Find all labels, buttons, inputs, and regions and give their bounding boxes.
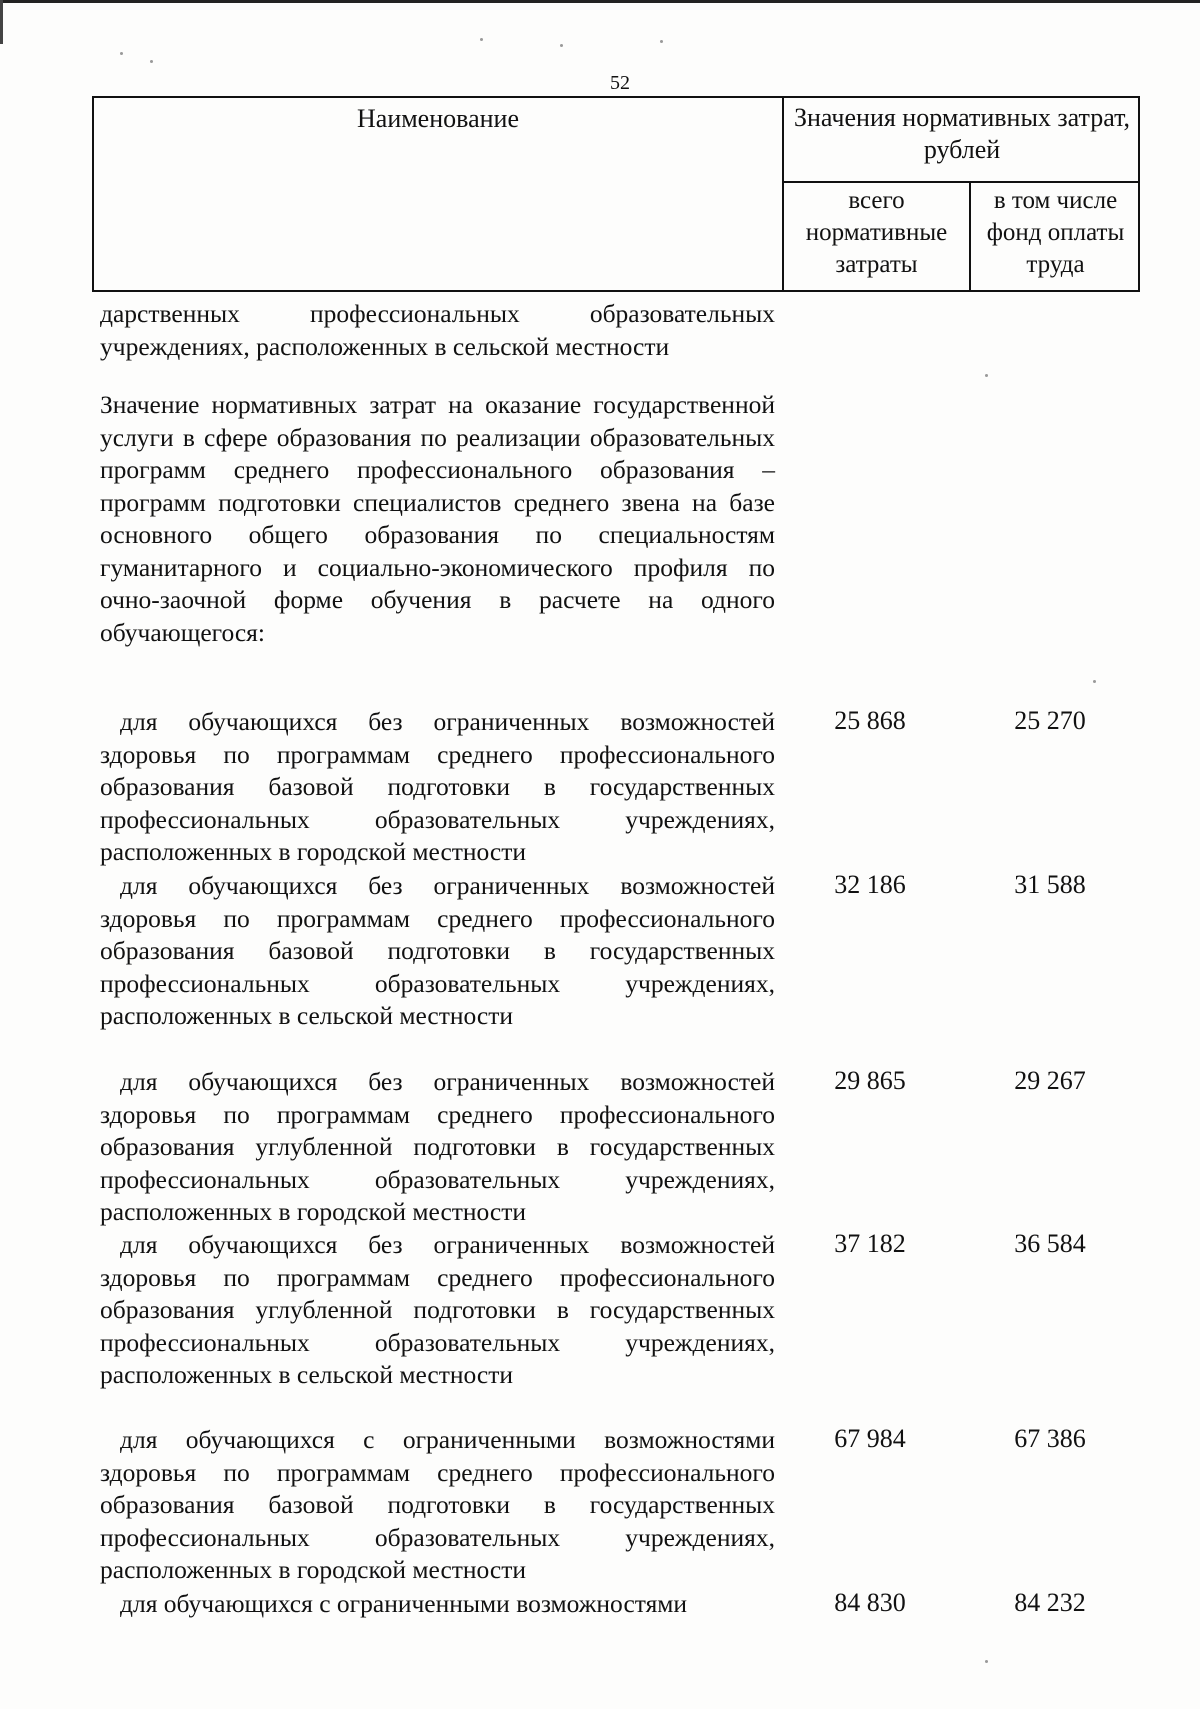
row-total-value: 25 868 — [834, 706, 906, 735]
scan-speck — [660, 40, 663, 43]
scan-speck — [120, 52, 123, 55]
row-total-value: 29 865 — [834, 1066, 906, 1095]
scan-border-left — [0, 0, 3, 44]
row-wage-value: 36 584 — [1014, 1229, 1086, 1258]
row-description: для обучающихся с ограниченными возможностями здоровья по программам среднего профессионального образования базовой подготовки в государственных профессиональных образовательных учреждениях, расположенных в городской местности — [100, 1425, 775, 1584]
row-description: для обучающихся без ограниченных возможностей здоровья по программам среднего профессионального образования базовой подготовки в государственных профессиональных образовательных учреждениях, расположенных в сельской местности — [100, 871, 775, 1030]
row-description: для обучающихся без ограниченных возможностей здоровья по программам среднего профессионального образования углубленной подготовки в государственных профессиональных образовательных учреждениях, расположенных в сельской местности — [100, 1230, 775, 1389]
column-header-total: всего нормативные затраты — [805, 187, 948, 278]
column-header-values: Значения нормативных затрат, рублей — [793, 103, 1131, 164]
row-wage-value: 31 588 — [1014, 870, 1086, 899]
scan-speck — [985, 374, 988, 377]
row-total-value: 67 984 — [834, 1424, 906, 1453]
header-divider — [784, 181, 1140, 183]
row-wage-value: 67 386 — [1014, 1424, 1086, 1453]
page-number: 52 — [610, 72, 630, 94]
row-total-value: 84 830 — [834, 1588, 906, 1617]
column-header-wage-fund: в том числе фонд оплаты труда — [986, 187, 1125, 278]
row-total-value: 32 186 — [834, 870, 906, 899]
table-header — [92, 96, 1140, 292]
row-description: для обучающихся с ограниченными возможностями — [120, 1589, 688, 1618]
scan-speck — [560, 44, 563, 47]
scan-speck — [985, 1660, 988, 1663]
row-description: для обучающихся без ограниченных возможностей здоровья по программам среднего профессионального образования базовой подготовки в государственных профессиональных образовательных учреждениях, расположенных в городской местности — [100, 707, 775, 866]
scan-border-top — [0, 0, 1200, 3]
row-description: дарственных профессиональных образовательных учреждениях, расположенных в сельской местности — [100, 299, 775, 361]
column-header-name: Наименование — [357, 104, 519, 133]
scan-speck — [1093, 680, 1096, 683]
row-description: Значение нормативных затрат на оказание государственной услуги в сфере образования по реализации образовательных программ среднего профессионального образования – программ подготовки специалистов среднего звена на базе основного общего образования по специальностям гуманитарного и социально-экономического профиля по очно-заочной форме обучения в расчете на одного обучающегося: — [100, 390, 775, 647]
row-total-value: 37 182 — [834, 1229, 906, 1258]
scan-speck — [480, 38, 483, 41]
scan-speck — [150, 60, 153, 63]
row-wage-value: 29 267 — [1014, 1066, 1086, 1095]
row-wage-value: 84 232 — [1014, 1588, 1086, 1617]
row-description: для обучающихся без ограниченных возможностей здоровья по программам среднего профессионального образования углубленной подготовки в государственных профессиональных образовательных учреждениях, расположенных в городской местности — [100, 1067, 775, 1226]
row-wage-value: 25 270 — [1014, 706, 1086, 735]
